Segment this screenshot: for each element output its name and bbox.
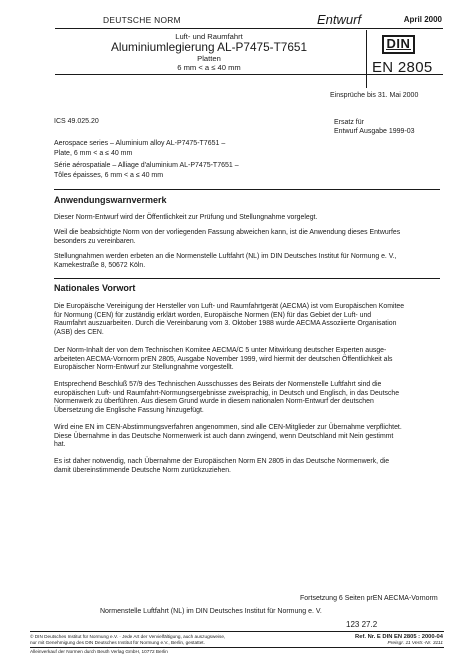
- foreword-line: Es ist daher notwendig, nach Übernahme der Europäischen Norm EN 2805 in das Deutsche Normenwerk, die: [54, 458, 390, 465]
- din-logo: DIN: [382, 35, 415, 54]
- sales-notice: Alleinverkauf der Normen durch Beuth Verlag GmbH, 10772 Berlin: [30, 649, 168, 654]
- header-title-block: [55, 32, 363, 73]
- foreword-line: für Normung (CEN) für zuständig erklärt worden, Europäische Normen (EN) für das Gebiet der Luft- und: [54, 311, 372, 319]
- comment-deadline: Einsprüche bis 31. Mai 2000: [330, 92, 419, 99]
- replaces-line-1: Ersatz für: [334, 119, 364, 126]
- warning-heading: Anwendungswarnvermerk: [54, 195, 167, 205]
- replaces-info: [334, 118, 415, 136]
- warning-paragraph-1: Dieser Norm-Entwurf wird der Öffentlichkeit zur Prüfung und Stellungnahme vorgelegt.: [54, 214, 318, 221]
- foreword-line: europäischen Luft- und Raumfahrt-Normungsergebnisse zweisprachig, in Deutsch und Englisch, in das Deutsche: [54, 389, 400, 397]
- footer-rule: [30, 631, 444, 632]
- foreword-paragraph-2: [54, 347, 438, 373]
- warning-p3-line: Kamekestraße 8, 50672 Köln.: [54, 261, 146, 269]
- foreword-heading: Nationales Vorwort: [54, 283, 136, 293]
- copyright-line: nur mit Genehmigung des DIN Deutsches Institut für Normung e.V., Berlin, gestattet.: [30, 639, 205, 645]
- product-form: Platten: [197, 54, 221, 63]
- responsible-committee: Normenstelle Luftfahrt (NL) im DIN Deutsches Institut für Normung e. V.: [100, 608, 322, 615]
- foreword-line: arbeiteten AECMA-Vornorm prEN 2805, Ausgabe November 1999, wird hiermit der deutschen Öffentlichkeit als: [54, 355, 393, 363]
- warning-paragraph-3: [54, 253, 438, 270]
- english-title-line-2: Plate, 6 mm < a ≤ 40 mm: [54, 150, 133, 157]
- header-divider: [366, 30, 367, 88]
- reference-block: [318, 634, 443, 648]
- foreword-line: damit übereinstimmende Deutsche Norm zurückzuziehen.: [54, 466, 231, 474]
- header-top-rule: [55, 28, 443, 29]
- footer-bottom-rule: [30, 647, 444, 648]
- warning-p2-line: besonders zu vereinbaren.: [54, 237, 136, 245]
- ics-code: ICS 49.025.20: [54, 118, 99, 125]
- issue-date: April 2000: [403, 15, 442, 24]
- header-bottom-rule: [55, 74, 443, 75]
- foreword-line: Normenwerk zu überführen. Aus diesem Grund wurde in diesem nationalen Norm-Entwurf der deutschen: [54, 398, 374, 405]
- norm-label: DEUTSCHE NORM: [103, 15, 181, 25]
- foreword-line: Entsprechend Beschluß 57/9 des Technischen Ausschusses des Beirats der Normenstelle Luftfahrt sind die: [54, 381, 382, 388]
- price-group-info: Preisgr. 11 Vertr.-Nr. 3111: [387, 640, 443, 646]
- foreword-line: Raumfahrt auszuarbeiten. Durch die Vereinbarung vom 3. Oktober 1988 wurde AECMA Assoziierte Organisation: [54, 320, 397, 327]
- foreword-line: Diese Übernahme in das Deutsche Normenwerk ist auch dann zwingend, wenn Deutschland mit Nein gestimmt: [54, 432, 394, 440]
- foreword-line: hat.: [54, 441, 66, 448]
- copyright-notice: [30, 634, 300, 645]
- french-title: [54, 161, 239, 181]
- foreword-line: Übersetzung die Englische Fassung hinzugefügt.: [54, 406, 204, 414]
- reference-number: Ref. Nr. E DIN EN 2805 : 2000-04: [355, 634, 443, 640]
- english-title: [54, 139, 225, 159]
- section-rule: [54, 278, 440, 279]
- warning-p3-line: Stellungnahmen werden erbeten an die Normenstelle Luftfahrt (NL) im DIN Deutsches Institut für Normung e. V.,: [54, 253, 397, 260]
- continuation-note: Fortsetzung 6 Seiten prEN AECMA-Vornorm: [300, 595, 438, 602]
- foreword-paragraph-3: [54, 381, 438, 415]
- foreword-line: (ASB) des CEN.: [54, 328, 104, 336]
- replaces-line-2: Entwurf Ausgabe 1999-03: [334, 128, 415, 135]
- standard-number: EN 2805: [372, 59, 433, 76]
- foreword-paragraph-5: [54, 458, 438, 475]
- status-label: Entwurf: [317, 12, 362, 27]
- french-title-line-1: Série aérospatiale – Alliage d'aluminium AL-P7475-T7651 –: [54, 162, 239, 169]
- foreword-paragraph-1: [54, 303, 438, 337]
- warning-p2-line: Weil die beabsichtigte Norm von der vorliegenden Fassung abweichen kann, ist die Anwendung dieses Entwurfes: [54, 229, 401, 236]
- document-header: [55, 12, 443, 76]
- subject-area: Luft- und Raumfahrt: [175, 32, 243, 41]
- price-group-code: 123 27.2: [346, 620, 378, 629]
- french-title-line-2: Tôles épaisses, 6 mm < a ≤ 40 mm: [54, 172, 164, 179]
- foreword-line: Der Norm-Inhalt der von dem Technischen Komitee AECMA/C 5 unter Mitwirkung deutscher Experten ausge-: [54, 347, 387, 354]
- foreword-paragraph-4: [54, 424, 438, 450]
- copyright-line: © DIN Deutsches Institut für Normung e.V. · Jede Art der Vervielfältigung, auch auszugsweise,: [30, 634, 226, 639]
- foreword-line: Europäischer Norm-Entwurf zur Stellungnahme vorgestellt.: [54, 364, 234, 371]
- thickness-range: 6 mm < a ≤ 40 mm: [177, 63, 241, 72]
- document-title: Aluminiumlegierung AL-P7475-T7651: [110, 40, 308, 54]
- section-rule: [54, 189, 440, 190]
- foreword-line: Wird eine EN im CEN-Abstimmungsverfahren angenommen, sind alle CEN-Mitglieder zur Übernahme verpflichtet.: [54, 424, 402, 431]
- foreword-line: Die Europäische Vereinigung der Hersteller von Luft- und Raumfahrtgerät (AECMA) ist vom Europäischen Komitee: [54, 303, 405, 310]
- english-title-line-1: Aerospace series – Aluminium alloy AL-P7475-T7651 –: [54, 140, 226, 147]
- warning-paragraph-2: [54, 229, 438, 246]
